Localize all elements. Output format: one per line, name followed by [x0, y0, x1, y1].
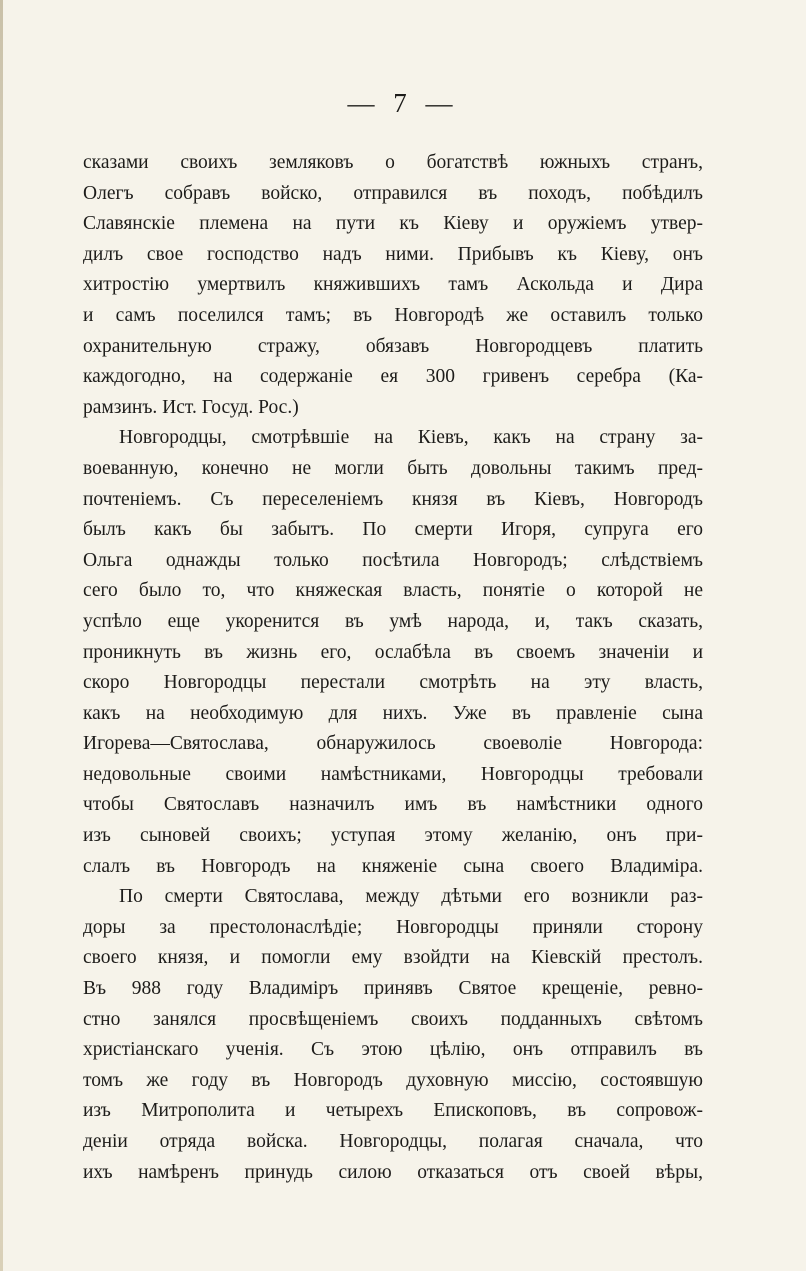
text-line: былъ какъ бы забытъ. По смерти Игоря, супруга его: [83, 519, 703, 541]
text-line: скоро Новгородцы перестали смотрѣть на эту власть,: [83, 672, 703, 694]
text-line: дилъ свое господство надъ ними. Прибывъ къ Кіеву, онъ: [83, 243, 703, 265]
text-line: воеванную, конечно не могли быть довольны такимъ пред-: [83, 457, 703, 479]
text-line: томъ же году въ Новгородъ духовную миссію, состоявшую: [83, 1069, 703, 1091]
text-line: изъ Митрополита и четырехъ Епископовъ, въ сопровож-: [83, 1100, 703, 1122]
text-line: своего князя, и помогли ему взойдти на Кіевскій престолъ.: [83, 947, 703, 969]
text-line: Славянскіе племена на пути къ Кіеву и оружіемъ утвер-: [83, 213, 703, 235]
text-line: изъ сыновей своихъ; уступая этому желанію, онъ при-: [83, 825, 703, 847]
text-line: проникнуть въ жизнь его, ослабѣла въ своемъ значеніи и: [83, 641, 703, 663]
paragraph-start-line: По смерти Святослава, между дѣтьми его возникли раз-: [119, 886, 703, 908]
text-line: ихъ намѣренъ принудь силою отказаться отъ своей вѣры,: [83, 1161, 703, 1183]
text-line: сказами своихъ земляковъ о богатствѣ южныхъ странъ,: [83, 152, 703, 173]
text-line: христіанскаго ученія. Съ этою цѣлію, онъ отправилъ въ: [83, 1039, 703, 1061]
text-line: Ольга однажды только посѣтила Новгородъ; слѣдствіемъ: [83, 549, 703, 571]
text-line: чтобы Святославъ назначилъ имъ въ намѣстники одного: [83, 794, 703, 816]
text-line: Олегъ собравъ войско, отправился въ походъ, побѣдилъ: [83, 182, 703, 204]
text-line: доры за престолонаслѣдіе; Новгородцы приняли сторону: [83, 916, 703, 938]
page-edge: [0, 0, 3, 1271]
text-line: успѣло еще укоренится въ умѣ народа, и, такъ сказать,: [83, 610, 703, 632]
text-line: сего было то, что княжеская власть, понятіе о которой не: [83, 580, 703, 602]
text-line: недовольные своими намѣстниками, Новгородцы требовали: [83, 763, 703, 785]
page-number: — 7 —: [347, 88, 459, 118]
text-line: каждогодно, на содержаніе ея 300 гривенъ серебра (Ка-: [83, 366, 703, 388]
text-line: рамзинъ. Ист. Госуд. Рос.): [83, 396, 299, 418]
text-line: слалъ въ Новгородъ на княженіе сына своего Владиміра.: [83, 855, 703, 877]
text-line: Въ 988 году Владиміръ принявъ Святое крещеніе, ревно-: [83, 978, 703, 1000]
text-line: Игорева—Святослава, обнаружилось своеволіе Новгорода:: [83, 733, 703, 755]
text-line: хитростію умертвилъ княжившихъ тамъ Аскольда и Дира: [83, 274, 703, 296]
text-line: почтеніемъ. Съ переселеніемъ князя въ Кіевъ, Новгородъ: [83, 488, 703, 510]
text-line: какъ на необходимую для нихъ. Уже въ правленіе сына: [83, 702, 703, 724]
text-line: деніи отряда войска. Новгородцы, полагая сначала, что: [83, 1131, 703, 1152]
text-line: и самъ поселился тамъ; въ Новгородѣ же оставилъ только: [83, 304, 703, 326]
text-line: стно занялся просвѣщеніемъ своихъ подданныхъ свѣтомъ: [83, 1008, 703, 1030]
text-line: охранительную стражу, обязавъ Новгородцевъ платить: [83, 335, 703, 357]
body-text: [83, 148, 703, 1188]
paragraph-start-line: Новгородцы, смотрѣвшіе на Кіевъ, какъ на страну за-: [119, 427, 703, 449]
